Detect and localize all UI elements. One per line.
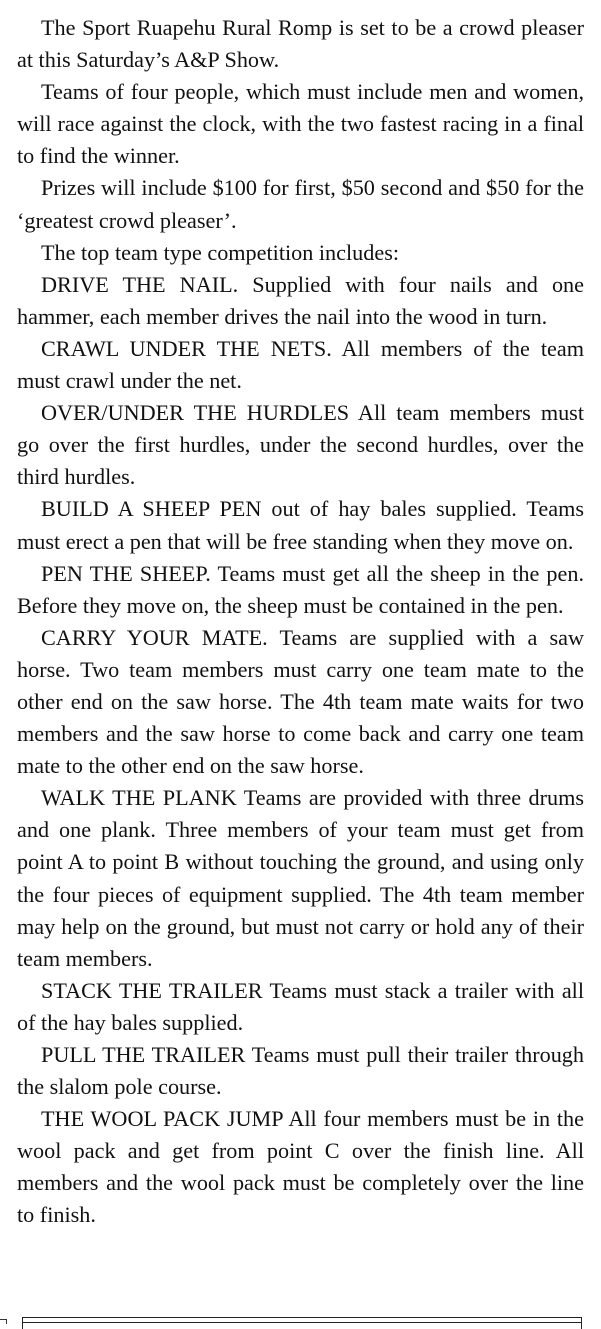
intro-paragraph: The Sport Ruapehu Rural Romp is set to be a crowd pleaser at this Saturday’s A&P Show. (17, 15, 584, 73)
bottom-rule-left-tick (22, 1317, 23, 1329)
prizes-paragraph: Prizes will include $100 for first, $50 second and $50 for the ‘greatest crowd pleaser’. (17, 175, 584, 233)
article-body (17, 12, 584, 1232)
bottom-rule (22, 1317, 582, 1323)
event-drive-the-nail: DRIVE THE NAIL. Supplied with four nails and one hammer, each member drives the nail into the wood in turn. (17, 271, 584, 329)
event-over-under-hurdles: OVER/UNDER THE HURDLES All team members must go over the first hurdles, under the second hurdles, over the third hurdles. (17, 400, 584, 490)
competition-intro-paragraph: The top team type competition includes: (41, 239, 399, 265)
crop-mark (0, 1319, 7, 1324)
teams-paragraph: Teams of four people, which must include men and women, will race against the clock, with the two fastest racing in a final to find the winner. (17, 79, 584, 169)
event-walk-the-plank: WALK THE PLANK Teams are provided with three drums and one plank. Three members of your team must get from point A to point B without touching the ground, and using only the four pieces of equipment supplied. The 4th team member may help on the ground, but must not carry or hold any of their team members. (17, 785, 584, 971)
event-crawl-under-nets: CRAWL UNDER THE NETS. All members of the team must crawl under the net. (17, 335, 584, 394)
event-carry-your-mate: CARRY YOUR MATE. Teams are supplied with a saw horse. Two team members must carry one team mate to the other end on the saw horse. The 4th team mate waits for two members and the saw horse to come back and carry one team mate to the other end on the saw horse. (17, 624, 584, 779)
event-stack-the-trailer: STACK THE TRAILER Teams must stack a trailer with all of the hay bales supplied. (17, 977, 584, 1035)
event-pen-the-sheep: PEN THE SHEEP. Teams must get all the sheep in the pen. Before they move on, the sheep must be contained in the pen. (17, 560, 584, 618)
event-wool-pack-jump: THE WOOL PACK JUMP All four members must be in the wool pack and get from point C over the finish line. All members and the wool pack must be completely over the line to finish. (17, 1106, 584, 1228)
event-pull-the-trailer: PULL THE TRAILER Teams must pull their trailer through the slalom pole course. (17, 1042, 584, 1100)
event-build-sheep-pen: BUILD A SHEEP PEN out of hay bales supplied. Teams must erect a pen that will be free standing when they move on. (17, 496, 584, 554)
bottom-rule-right-tick (581, 1317, 582, 1329)
